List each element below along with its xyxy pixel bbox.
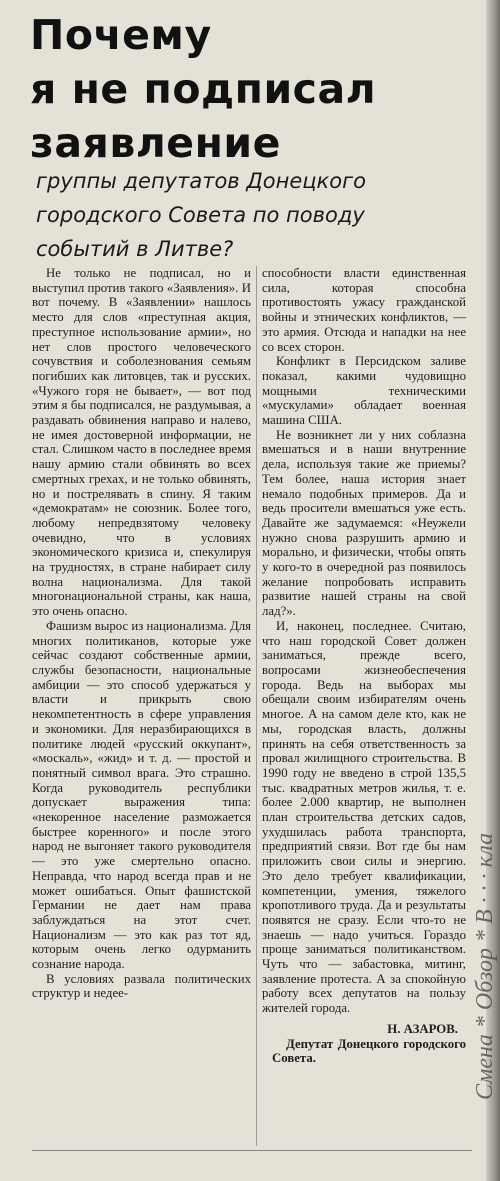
headline-line-2: я не подписал bbox=[30, 65, 377, 113]
subheadline-line-3: событий в Литве? bbox=[36, 237, 234, 261]
paragraph: И, наконец, последнее. Считаю, что наш городской Совет должен заниматься, прежде всего, вопросами жизнеобеспечения города. Ведь на выборах мы обещали своим избирателям очень многое. А на самом деле кто, как не мы, городская власть, должны принять на себя ответственность за провал жилищного строительства. В 1990 году не введено в строй 135,5 тыс. квадратных метров жилья, т. е. более 2.000 квартир, не выполнен план строительства детских садов, ухудшилась работа транспорта, предприятий связи. Вот где бы нам приложить свои силы и энергию. Это дело требует квалификации, компетенции, умения, тяжелого кропотливого труда. Да и результаты появятся не сразу. Если что-то не знаешь — надо учиться. Гораздо проще заниматься политиканством. Чуть что — забастовка, митинг, заявление протеста. А за спокойную работу всех депутатов на пользу жителей города. bbox=[262, 618, 466, 1016]
side-margin-text: Смена * Обзор * В · · · кла bbox=[472, 832, 498, 1100]
paragraph: Конфликт в Персидском заливе показал, какими чудовищно мощными техническими «мускулами» обладает военная машина США. bbox=[262, 354, 466, 428]
side-margin bbox=[472, 0, 500, 1181]
article-column-1 bbox=[32, 266, 251, 1001]
paragraph: В условиях развала политических структур и недее- bbox=[32, 971, 251, 1001]
headline-line-1: Почему bbox=[30, 11, 212, 59]
paragraph: Не возникнет ли у них соблазна вмешаться и в наши внутренние дела, используя такие же приемы? Тем более, наша история знает немало подобных примеров. Да и ведь просители вмешаться уже есть. Давайте же задумаемся: «Неужели нужно снова разрушить армию и морально, и физически, чтобы опять у кого-то в очередной раз появилось желание попробовать исправить развитие нашей страны на свой лад?». bbox=[262, 427, 466, 619]
article-column-2 bbox=[262, 266, 466, 1066]
bottom-rule bbox=[32, 1150, 472, 1151]
subheadline bbox=[36, 164, 466, 266]
author-signature: Н. АЗАРОВ. bbox=[387, 1021, 458, 1036]
paragraph: способности власти единственная сила, которая способна противостоять ужасу гражданской войны и этнических конфликтов, — это армия. Отсюда и нападки на нее со всех сторон. bbox=[262, 266, 466, 354]
subheadline-line-1: группы депутатов Донецкого bbox=[36, 169, 366, 193]
author-title: Депутат Донецкого городского Совета. bbox=[272, 1036, 466, 1066]
column-divider bbox=[256, 266, 257, 1146]
headline bbox=[30, 8, 470, 170]
paragraph: Фашизм вырос из национализма. Для многих политиканов, которые уже сейчас создают собственные армии, службы безопасности, национальные амбиции — это способ удержаться у власти и прикрыть свою некомпетентность в сфере управления и экономики. Для неразбирающихся в политике людей «русский оккупант», «москаль», «жид» и т. д. — простой и понятный символ врага. Это страшно. Когда руководитель республики допускает выражения типа: «некоренное население разможается быстрее коренного» и после этого народ не выгоняет такого руководителя — это уже смертельно опасно. Неправда, что народ всегда прав и не может ошибаться. Опыт фашистской Германии не дает нам права заблуждаться на этот счет. Национализм — это как раз тот яд, которым очень легко одурманить сознание народа. bbox=[32, 618, 251, 972]
paragraph: Не только не подписал, но и выступил против такого «Заявления». И вот почему. В «Заявлении» нашлось место для слов «преступная акция, преступное использование армии», но нет слов простого человеческого сочувствия и соболезнования семьям погибших как литовцев, так и русских. «Чужого горя не бывает», — вот под этим я бы подписался, не раздумывая, а раздавать обвинения направо и налево, не имея достоверной информации, не стал. Слишком часто в последнее время нашу армию стали обвинять во всех смертных грехах, и не только обвинять, но и пострелявать в спину. Я таким «демократам» не союзник. Более того, любому непредвзятому человеку очевидно, что в условиях экономического кризиса и, спекулируя на трудностях, в стране набирает силу волна национализма. Для такой многонациональной страны, как наша, это очень опасно. bbox=[32, 266, 251, 619]
subheadline-line-2: городского Совета по поводу bbox=[36, 203, 365, 227]
headline-line-3: заявление bbox=[30, 119, 281, 167]
